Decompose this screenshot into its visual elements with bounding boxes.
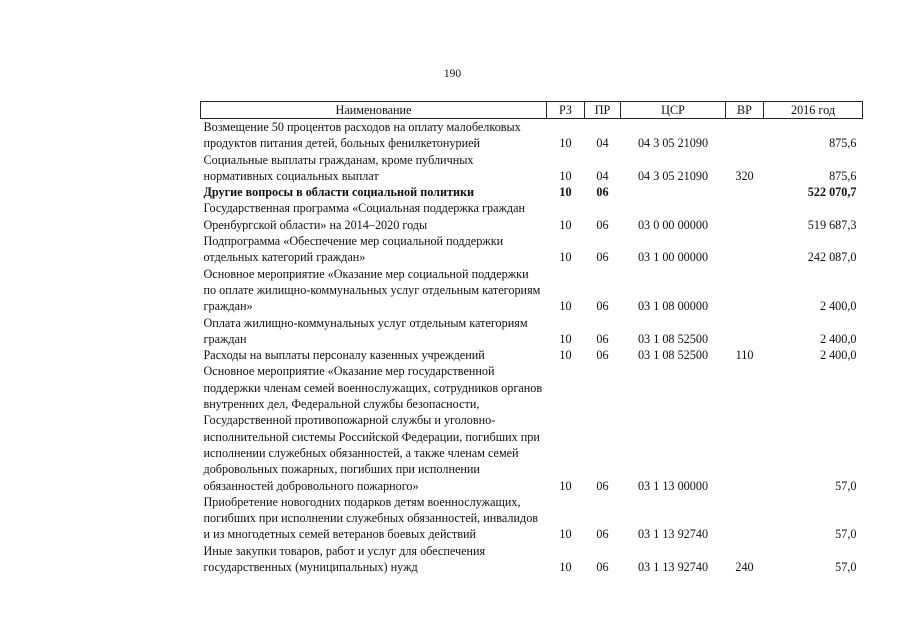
row-rz: 10 xyxy=(559,527,572,542)
row-amount: 57,0 xyxy=(835,478,857,493)
row-csr: 03 1 00 00000 xyxy=(637,250,709,265)
row-name: Основное мероприятие «Оказание мер социальной поддержки по оплате жилищно-коммунальных услуг отдельным категориям граждан» xyxy=(203,266,541,314)
row-vr: 320 xyxy=(735,168,754,183)
row-pr: 06 xyxy=(596,331,609,346)
row-csr: 04 3 05 21090 xyxy=(637,168,709,183)
row-csr: 03 1 13 92740 xyxy=(637,560,709,575)
header-amount: 2016 год xyxy=(764,102,863,119)
row-csr: 03 1 08 52500 xyxy=(637,331,709,346)
table-row xyxy=(201,347,863,363)
row-vr xyxy=(726,200,764,233)
row-vr: 240 xyxy=(735,560,754,575)
table-row xyxy=(201,200,863,233)
row-csr: 03 1 08 52500 xyxy=(637,348,709,363)
table-row xyxy=(201,543,863,576)
row-name: Оплата жилищно-коммунальных услуг отдельным категориям граждан xyxy=(203,315,528,346)
table-row xyxy=(201,315,863,348)
row-csr: 04 3 05 21090 xyxy=(637,136,709,151)
row-pr: 06 xyxy=(596,299,609,314)
row-csr: 03 1 08 00000 xyxy=(637,299,709,314)
row-rz: 10 xyxy=(559,185,572,200)
row-amount: 57,0 xyxy=(835,527,857,542)
page-number: 190 xyxy=(443,68,462,80)
row-pr: 06 xyxy=(596,217,609,232)
row-amount: 519 687,3 xyxy=(807,217,857,232)
table-row xyxy=(201,152,863,185)
table-row xyxy=(201,494,863,543)
row-vr xyxy=(726,494,764,543)
row-rz: 10 xyxy=(559,217,572,232)
row-pr: 06 xyxy=(596,560,609,575)
row-csr: 03 1 13 00000 xyxy=(637,478,709,493)
row-name: Иные закупки товаров, работ и услуг для обеспечения государственных (муниципальных) нужд xyxy=(203,543,486,575)
row-name: Основное мероприятие «Оказание мер государственной поддержки членам семей военнослужащих, сотрудников органов внутренних дел, Федеральной службы безопасности, Государственной противопожарной службы и уголовно-исполнительной системы Российской Федерации, погибших при исполнении служебных обязанностей, а также членам семей добровольных пожарных, погибших при исполнении обязанностей добровольного пожарного» xyxy=(203,364,543,493)
row-rz: 10 xyxy=(559,478,572,493)
table-row xyxy=(201,184,863,200)
row-rz: 10 xyxy=(559,348,572,363)
row-amount: 2 400,0 xyxy=(819,348,857,363)
row-amount: 2 400,0 xyxy=(819,331,857,346)
row-rz: 10 xyxy=(559,299,572,314)
row-rz: 10 xyxy=(559,331,572,346)
row-amount: 522 070,7 xyxy=(807,185,857,200)
table-row xyxy=(201,363,863,493)
row-vr xyxy=(726,363,764,493)
row-csr: 03 0 00 00000 xyxy=(637,217,709,232)
row-name: Государственная программа «Социальная поддержка граждан Оренбургской области» на 2014–2020 годы xyxy=(203,201,526,232)
header-csr: ЦСР xyxy=(621,102,726,119)
row-rz: 10 xyxy=(559,168,572,183)
row-name: Социальные выплаты гражданам, кроме публичных нормативных социальных выплат xyxy=(203,152,474,183)
row-amount: 2 400,0 xyxy=(819,299,857,314)
row-amount: 242 087,0 xyxy=(807,250,857,265)
row-pr: 06 xyxy=(596,348,609,363)
row-pr: 06 xyxy=(596,478,609,493)
header-rz: РЗ xyxy=(547,102,585,119)
row-vr xyxy=(726,233,764,266)
header-pr: ПР xyxy=(585,102,621,119)
row-vr: 110 xyxy=(735,348,754,363)
table-row xyxy=(201,233,863,266)
row-name: Другие вопросы в области социальной политики xyxy=(203,185,475,200)
table-header xyxy=(201,102,863,119)
row-amount: 875,6 xyxy=(829,168,857,183)
row-rz: 10 xyxy=(559,560,572,575)
row-name: Подпрограмма «Обеспечение мер социальной поддержки отдельных категорий граждан» xyxy=(203,234,504,265)
row-amount: 875,6 xyxy=(829,136,857,151)
row-vr xyxy=(726,184,764,200)
table-row xyxy=(201,266,863,315)
row-rz: 10 xyxy=(559,250,572,265)
row-vr xyxy=(726,266,764,315)
row-csr xyxy=(621,184,726,200)
row-name: Возмещение 50 процентов расходов на оплату малобелковых продуктов питания детей, больных фенилкетонурией xyxy=(203,120,521,151)
row-pr: 06 xyxy=(596,185,609,200)
budget-table xyxy=(200,101,863,575)
row-vr xyxy=(726,119,764,152)
row-rz: 10 xyxy=(559,136,572,151)
row-pr: 04 xyxy=(596,168,609,183)
row-pr: 06 xyxy=(596,527,609,542)
row-name: Расходы на выплаты персоналу казенных учреждений xyxy=(203,348,485,363)
row-pr: 04 xyxy=(596,136,609,151)
header-vr: ВР xyxy=(726,102,764,119)
table-row xyxy=(201,119,863,152)
row-name: Приобретение новогодних подарков детям военнослужащих, погибших при исполнении служебных обязанностей, инвалидов и из многодетных семей ветеранов боевых действий xyxy=(203,494,539,542)
row-vr xyxy=(726,315,764,348)
row-pr: 06 xyxy=(596,250,609,265)
row-amount: 57,0 xyxy=(835,560,857,575)
table-body xyxy=(201,119,863,576)
row-csr: 03 1 13 92740 xyxy=(637,527,709,542)
header-name: Наименование xyxy=(201,102,547,119)
